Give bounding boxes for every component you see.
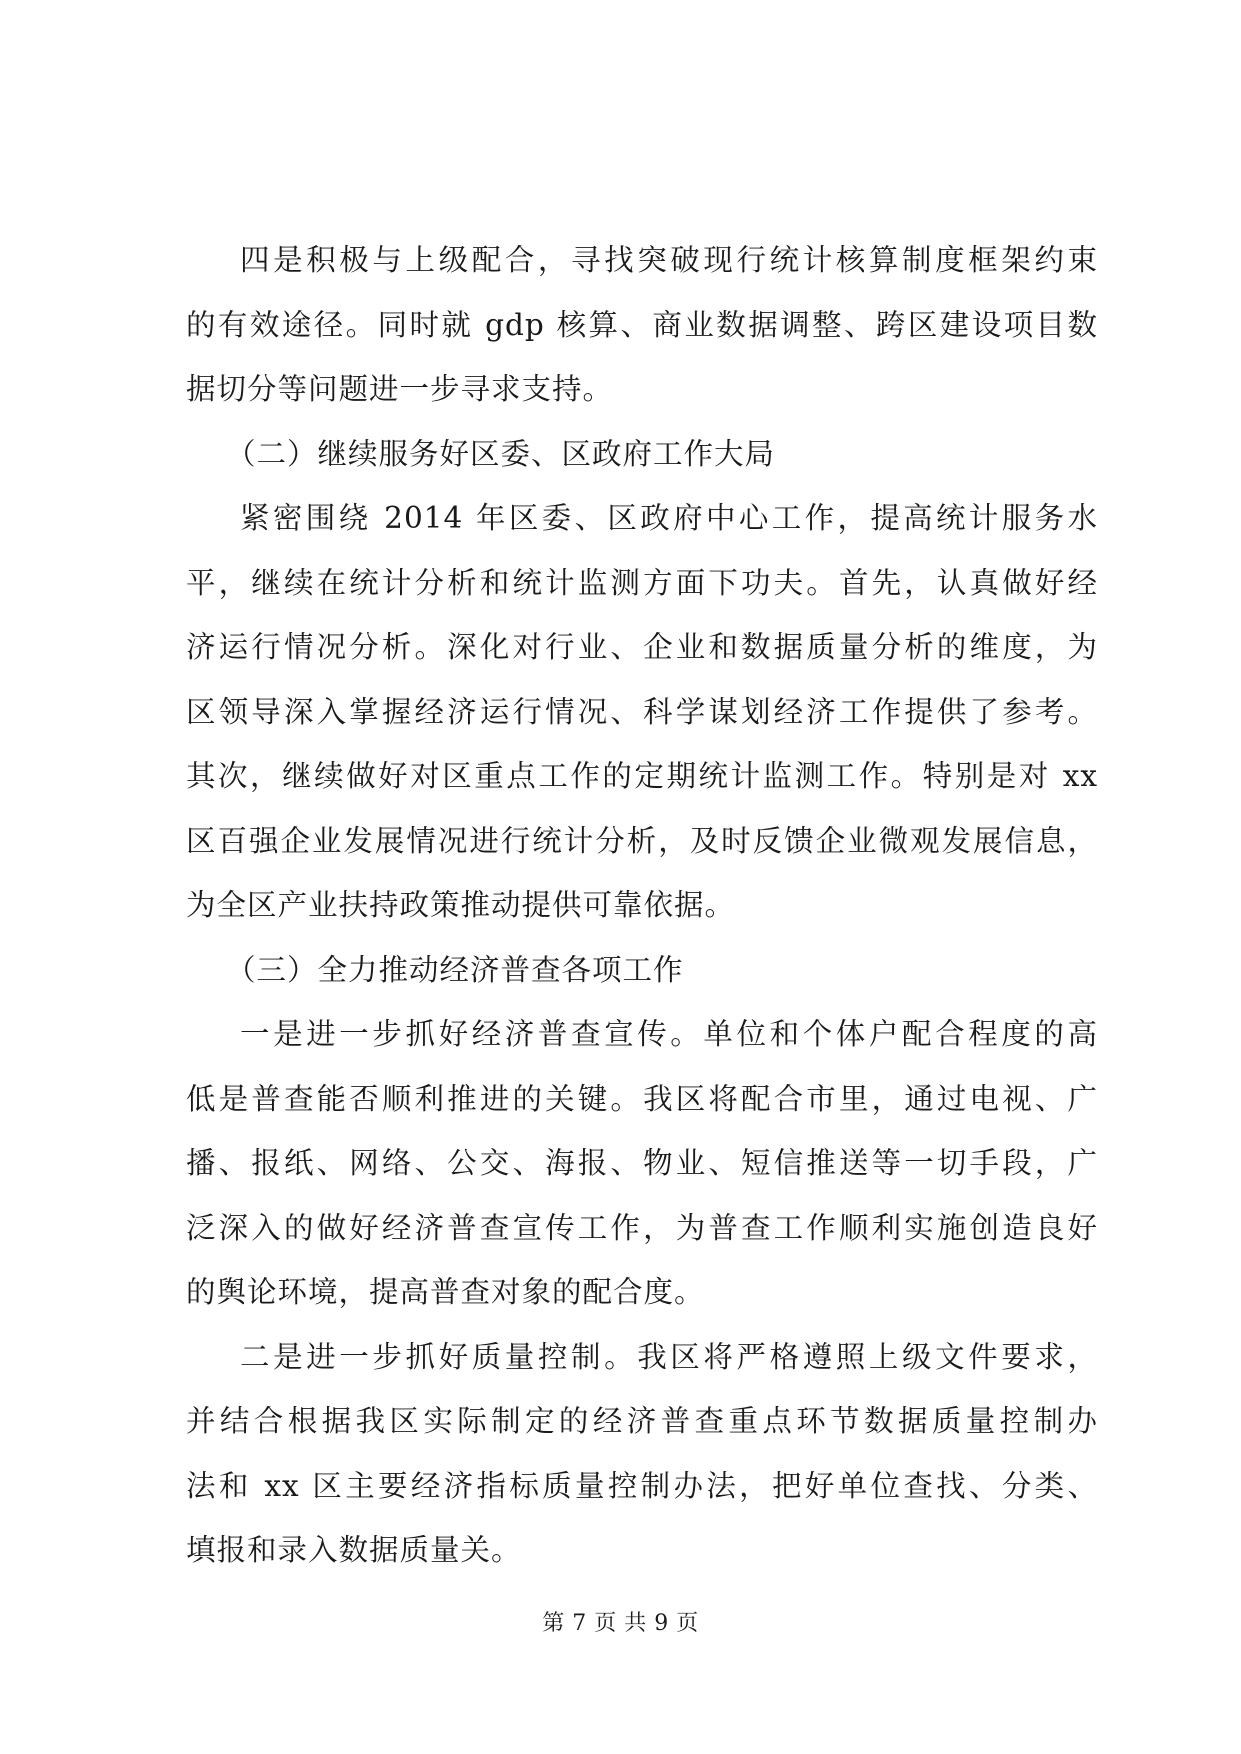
paragraph-line: 区百强企业发展情况进行统计分析，及时反馈企业微观发展信息， bbox=[186, 823, 1098, 858]
paragraph-line: 泛深入的做好经济普查宣传工作，为普查工作顺利实施创造良好 bbox=[186, 1210, 1098, 1245]
document-body bbox=[186, 228, 1098, 1583]
section-heading-3 bbox=[186, 938, 1098, 1003]
paragraph-line: 四是积极与上级配合，寻找突破现行统计核算制度框架约束 bbox=[240, 243, 1098, 277]
paragraph-line: 法和 xx 区主要经济指标质量控制办法，把好单位查找、分类、 bbox=[186, 1468, 1098, 1503]
paragraph-line: 的有效途径。同时就 gdp 核算、商业数据调整、跨区建设项目数 bbox=[186, 307, 1098, 342]
paragraph-item-4 bbox=[186, 228, 1098, 422]
paragraph-line: 低是普查能否顺利推进的关键。我区将配合市里，通过电视、广 bbox=[186, 1081, 1098, 1116]
paragraph-service bbox=[186, 486, 1098, 938]
paragraph-line: 二是进一步抓好质量控制。我区将严格遵照上级文件要求， bbox=[240, 1339, 1098, 1374]
paragraph-line: 的舆论环境，提高普查对象的配合度。 bbox=[186, 1275, 705, 1309]
paragraph-quality-control bbox=[186, 1325, 1098, 1583]
paragraph-line: 一是进一步抓好经济普查宣传。单位和个体户配合程度的高 bbox=[240, 1017, 1098, 1051]
section-heading: （三）全力推动经济普查各项工作 bbox=[226, 952, 684, 987]
paragraph-line: 据切分等问题进一步寻求支持。 bbox=[186, 372, 614, 406]
paragraph-publicity bbox=[186, 1002, 1098, 1325]
paragraph-line: 紧密围绕 2014 年区委、区政府中心工作，提高统计服务水 bbox=[240, 501, 1098, 535]
paragraph-line: 为全区产业扶持政策推动提供可靠依据。 bbox=[186, 888, 736, 922]
page-number-footer: 第 7 页 共 9 页 bbox=[542, 1611, 699, 1636]
section-heading: （二）继续服务好区委、区政府工作大局 bbox=[226, 436, 776, 471]
paragraph-line: 济运行情况分析。深化对行业、企业和数据质量分析的维度，为 bbox=[186, 630, 1098, 664]
paragraph-line: 其次，继续做好对区重点工作的定期统计监测工作。特别是对 xx bbox=[186, 759, 1098, 793]
paragraph-line: 播、报纸、网络、公交、海报、物业、短信推送等一切手段，广 bbox=[186, 1146, 1098, 1180]
paragraph-line: 区领导深入掌握经济运行情况、科学谋划经济工作提供了参考。 bbox=[186, 694, 1098, 729]
paragraph-line: 并结合根据我区实际制定的经济普查重点环节数据质量控制办 bbox=[186, 1404, 1098, 1438]
paragraph-line: 平，继续在统计分析和统计监测方面下功夫。首先，认真做好经 bbox=[186, 565, 1098, 600]
paragraph-line: 填报和录入数据质量关。 bbox=[186, 1533, 522, 1567]
section-heading-2 bbox=[186, 422, 1098, 487]
